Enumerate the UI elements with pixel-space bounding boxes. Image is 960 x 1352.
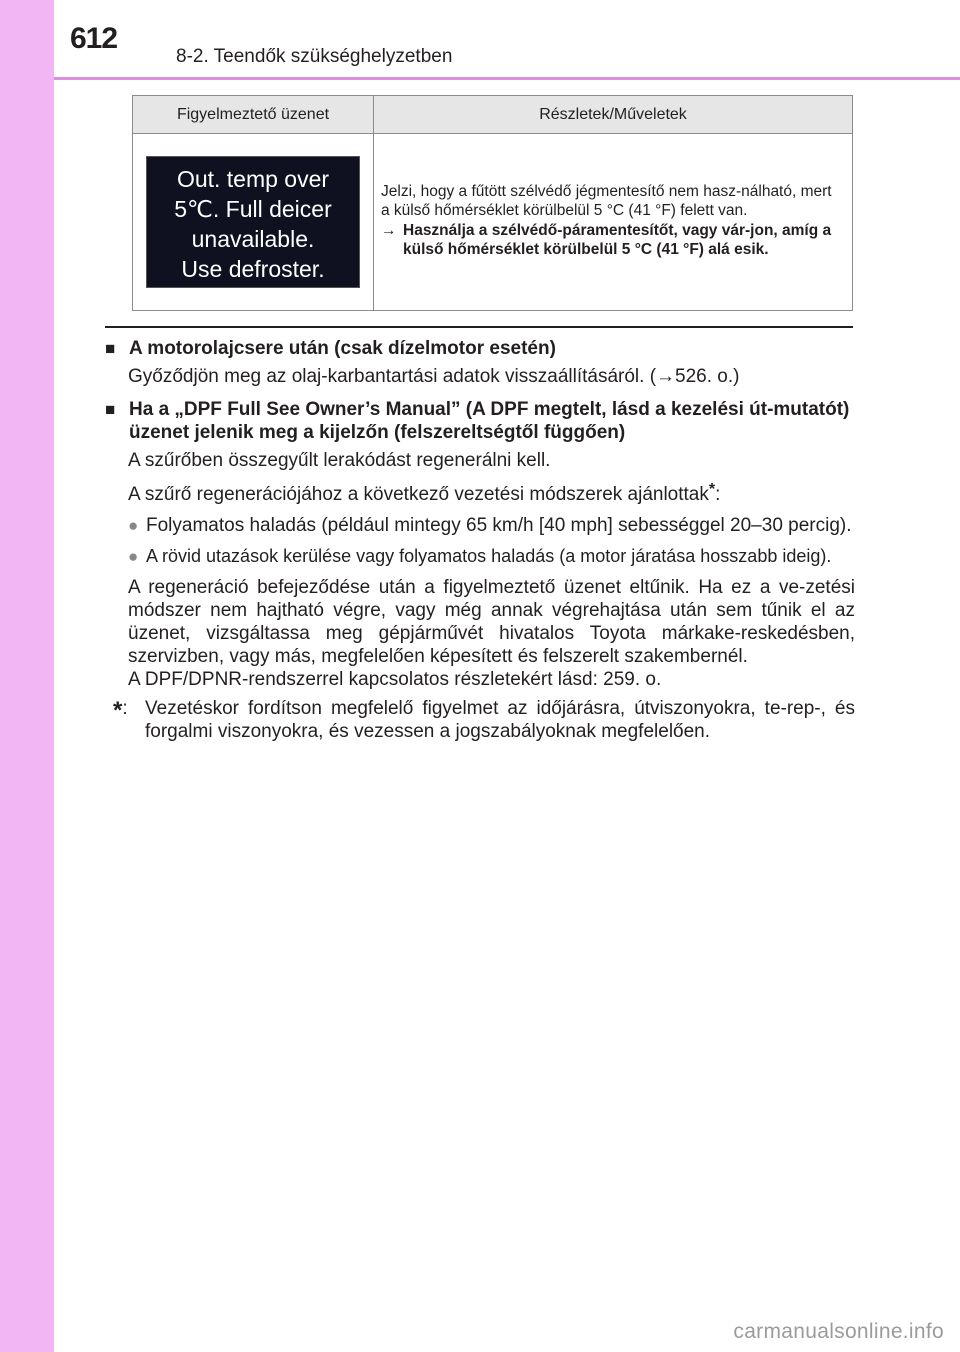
table-row xyxy=(133,134,853,311)
list-item xyxy=(128,545,855,568)
table-header-row xyxy=(133,96,853,134)
footnote-colon: : xyxy=(122,698,128,719)
dpf-paragraph: A DPF/DPNR-rendszerrel kapcsolatos részletekért lásd: 259. o. xyxy=(128,669,662,690)
footnote-star-ref: * xyxy=(708,481,716,498)
list-item-text: Folyamatos haladás (például mintegy 65 km/h [40 mph] sebességgel 20–30 percig). xyxy=(146,515,852,536)
action-text: Használja a szélvédő-páramentesítőt, vagy vár-jon, amíg a külső hőmérséklet körülbelül 5 °C (41 °F) alá esik. xyxy=(403,221,832,258)
display-line: 5℃. Full deicer xyxy=(174,196,332,222)
table-header-message: Figyelmeztető üzenet xyxy=(133,96,374,134)
round-bullet-icon: ● xyxy=(128,516,139,535)
dpf-paragraph: A regeneráció befejeződése után a figyelmeztető üzenet eltűnik. Ha ez a ve-zetési módszer nem hajtható végre, vagy még annak végrehajtása után sem tűnik el az üzenet, vizsgáltassa meg gépjárművét hivatalos Toyota márkake-reskedésben, szervizben, vagy más, megfelelően képesített és felszerelt szakembernél. xyxy=(128,577,855,667)
heading-text: Ha a „DPF Full See Owner’s Manual” (A DPF megtelt, lásd a kezelési út-mutatót) üzenet jelenik meg a kijelzőn (felszereltségtől függően) xyxy=(129,399,850,443)
colon: : xyxy=(715,484,721,505)
oil-change-heading xyxy=(105,337,855,360)
footnote-text: Vezetéskor fordítson megfelelő figyelmet az időjárásra, útviszonyokra, te-rep-, és forgalmi viszonyokra, és vezessen a jogszabályoknak megfelelően. xyxy=(145,698,855,742)
list-item-text: A rövid utazások kerülése vagy folyamatos haladás (a motor járatása hosszabb ideig). xyxy=(146,546,832,566)
display-line: Use defroster. xyxy=(181,256,325,282)
table-header-details: Részletek/Műveletek xyxy=(374,96,853,134)
dpf-paragraph: A szűrőben összegyűlt lerakódást regenerálni kell. xyxy=(128,450,551,471)
arrow-right-icon: → xyxy=(381,221,397,239)
footnote-star: * xyxy=(113,697,123,724)
round-bullet-icon: ● xyxy=(128,547,139,566)
page-sidebar xyxy=(0,0,54,1352)
display-line: Out. temp over xyxy=(176,166,330,192)
content-divider xyxy=(105,326,853,328)
detail-action xyxy=(381,221,840,259)
header-divider xyxy=(54,77,960,80)
display-screen-image xyxy=(146,156,360,288)
main-content xyxy=(105,337,855,743)
heading-text: A motorolajcsere után (csak dízelmotor esetén) xyxy=(129,338,556,359)
section-title: 8-2. Teendők szükséghelyzetben xyxy=(176,46,453,67)
list-item xyxy=(128,514,855,537)
oil-change-text: Győződjön meg az olaj-karbantartási adatok visszaállításáról. (→526. o.) xyxy=(128,366,740,387)
square-bullet-icon: ■ xyxy=(105,400,116,419)
display-line: unavailable. xyxy=(191,226,315,252)
dpf-paragraph xyxy=(128,478,855,506)
dpf-heading xyxy=(105,398,855,444)
detail-text: Jelzi, hogy a fűtött szélvédő jégmentesítő nem hasz-nálható, mert a külső hőmérséklet körülbelül 5 °C (41 °F) felett van. xyxy=(381,182,832,219)
warning-message-table xyxy=(132,95,853,311)
footnote xyxy=(113,697,855,743)
watermark: carmanualsonline.info xyxy=(733,1320,944,1343)
details-cell xyxy=(374,134,853,311)
message-cell xyxy=(133,134,374,311)
footnote-marker xyxy=(113,697,145,743)
dpf-paragraph-text: A szűrő regenerációjához a következő vezetési módszerek ajánlottak xyxy=(128,484,709,505)
page-number: 612 xyxy=(70,22,118,55)
square-bullet-icon: ■ xyxy=(105,339,116,358)
